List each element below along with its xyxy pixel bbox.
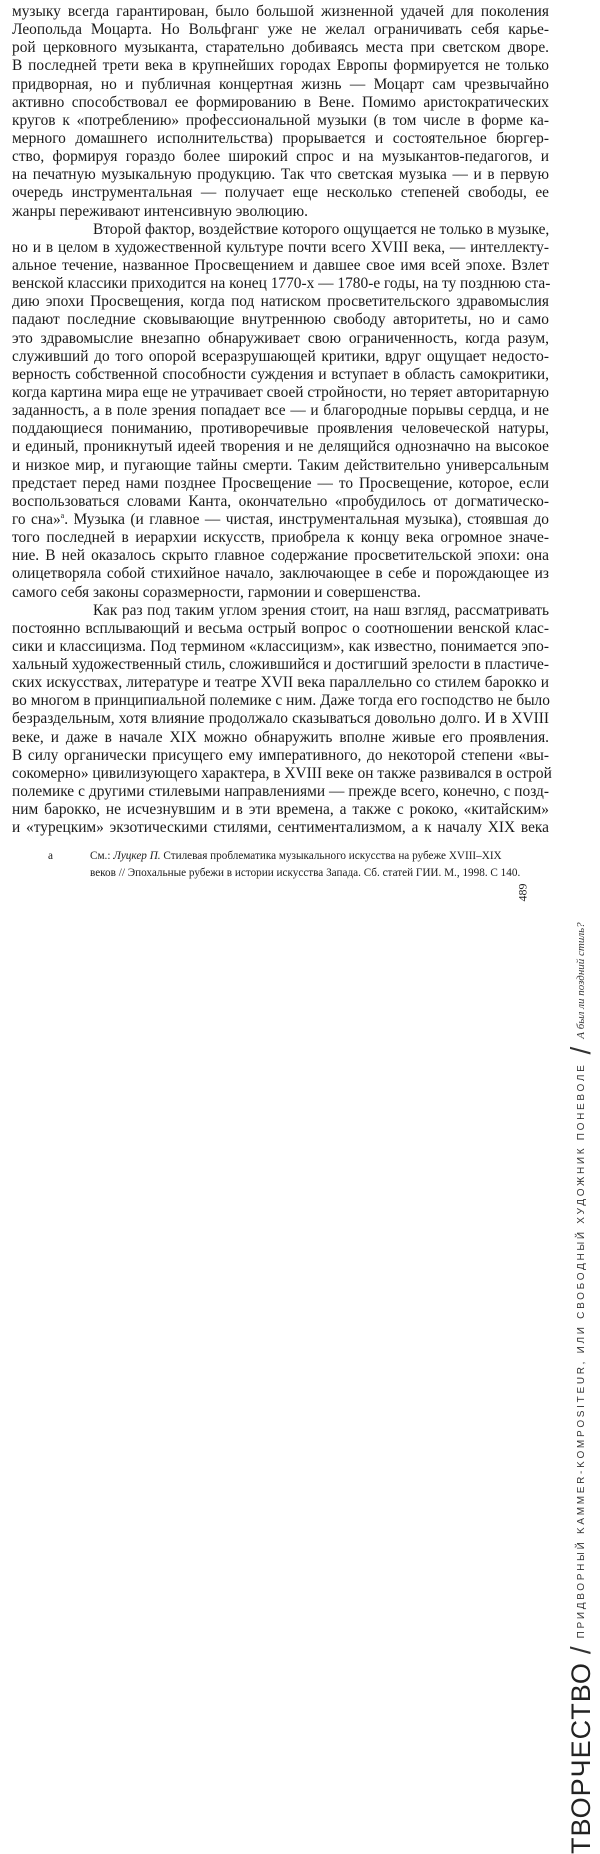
text-line <box>12 819 549 837</box>
text-line <box>12 602 549 620</box>
text-line-content: это здравомыслие внезапно обнаруживает свою ограниченность, когда разум, <box>12 329 549 347</box>
text-line-content: рой церковного музыканта, старательно добиваясь места при светском дворе. <box>12 39 549 57</box>
text-line-content: ских искусствах, литературе и театре XVII века параллельно со стилем барокко и <box>12 674 549 692</box>
text-line-content: самого себя законы соразмерности, гармонии и совершенства. <box>12 583 421 601</box>
text-line-content: и «турецким» экзотическими стилями, сентиментализмом, а к началу XIX века <box>12 819 549 837</box>
body-text <box>12 3 552 837</box>
text-line-content: ним барокко, не исчезнувшим и в эти времена, а также с рококо, «китайским» <box>12 801 549 819</box>
text-line-content: активно способствовал ее формированию в Вене. Помимо аристократических <box>12 93 549 111</box>
footnote-author: Луцкер П. <box>113 850 161 862</box>
text-line-content: заданность, а в поле зрения попадает все — и благородные порывы сердца, и не <box>12 402 549 420</box>
text-line-content: на печатную музыкальную продукцию. Так что светская музыка — и в первую <box>12 166 549 184</box>
text-line-content: альное течение, названное Просвещением и давшее свое имя всей эпохе. Взлет <box>12 256 549 274</box>
text-line-content: веке, и даже в начале XIX можно обнаружить вполне живые его проявления. <box>12 728 549 746</box>
text-line <box>12 656 549 674</box>
text-line <box>12 94 549 112</box>
text-line-content: служивший до того опорой всеразрушающей критики, вдруг ощущает недосто- <box>12 347 549 365</box>
text-line <box>12 21 549 39</box>
text-line <box>12 384 549 402</box>
text-line <box>12 311 549 329</box>
text-line <box>12 57 549 75</box>
text-line-content: кругов к «потреблению» профессиональной музыки (в том числе в форме ка- <box>12 111 549 129</box>
text-line-content: сокомерно» цивилизующего характера, в XVIII веке он также развивался в острой <box>12 764 552 782</box>
text-line-content: поддающиеся пониманию, противоречивые проявления человеческой натуры, <box>12 420 549 438</box>
text-line-content: го сна» <box>12 510 61 528</box>
text-line-content: хальный художественный стиль, сложившийся и достигший зрелости в пластиче- <box>12 656 549 674</box>
text-line <box>12 39 549 57</box>
text-line <box>12 529 549 547</box>
text-line <box>12 801 549 819</box>
text-line-content: ство, формируя гораздо более широкий спрос и на музыкантов-педагогов, и <box>12 148 549 166</box>
text-line <box>12 330 549 348</box>
running-head <box>563 10 599 1854</box>
text-line-content: дию эпохи Просвещения, когда под натиском просветительского здравомыслия <box>12 293 549 311</box>
text-line-content: придворная, но и публичная концертная жизнь — Моцарт сам чрезвычайно <box>12 75 549 93</box>
text-line-content: Как раз под таким углом зрения стоит, на наш взгляд, рассматривать <box>93 601 549 619</box>
text-line <box>12 366 549 384</box>
text-line <box>12 565 549 583</box>
footnote-line-2: веков // Эпохальные рубежи в истории искусства Запада. Сб. статей ГИИ. М., 1998. С 140. <box>90 867 521 879</box>
text-line-content: Леопольда Моцарта. Но Вольфганг уже не желал ограничивать себя карье- <box>12 21 549 39</box>
running-head-chapter: ПРИДВОРНЫЙ KAMMER-KOMPOSITEUR, ИЛИ СВОБОДНЫЙ ХУДОЖНИК ПОНЕВОЛЕ <box>575 1062 587 1639</box>
text-line <box>12 275 549 293</box>
text-line <box>12 620 549 638</box>
text-line <box>12 184 549 202</box>
text-line <box>12 130 549 148</box>
text-line-content: мерного домашнего исполнительства) прорывается и состоятельное бюргер- <box>12 129 549 147</box>
text-line <box>12 710 549 728</box>
footnote-title: Стилевая проблематика музыкального искусства на рубеже XVIII–XIX <box>160 850 502 862</box>
text-line <box>12 221 549 239</box>
text-line-content: Второй фактор, воздействие которого ощущается не только в музыке, <box>93 220 550 238</box>
text-line <box>12 584 549 602</box>
running-head-separator: / <box>565 1046 596 1055</box>
text-line-content: венской классики приходится на конец 1770-х — 1780-е годы, на ту позднюю ста- <box>12 275 551 293</box>
text-line-content: полемике с другими стилевыми направлениями — прежде всего, конечно, с позд- <box>12 783 549 801</box>
text-line <box>12 783 549 801</box>
text-line <box>12 3 549 21</box>
text-line-content: когда картина мира еще не утрачивает своей стройности, но теряет авторитарную <box>12 383 549 401</box>
text-line <box>12 148 549 166</box>
text-line-content: воспользоваться словами Канта, окончательно «пробудилось от догматическо- <box>12 492 549 510</box>
text-line <box>12 166 549 184</box>
text-line <box>12 457 549 475</box>
text-line <box>12 239 549 257</box>
text-line-content: во многом в принципиальной полемике с ним. Даже тогда его господство не было <box>12 692 550 710</box>
text-line-content: но и в целом в художественной культуре почти всего XVIII века, — интеллекту- <box>12 238 549 256</box>
text-line <box>12 293 549 311</box>
text-line-content: верность собственной способности суждения и вступает в область самокритики, <box>12 365 549 383</box>
footnote-marker: а <box>48 850 53 862</box>
text-line-content: В силу органически присущего ему императивного, до некоторой степени «вы- <box>12 746 549 764</box>
text-line-content: постоянно всплывающий и весьма острый вопрос о соотношении венской клас- <box>12 619 549 637</box>
text-line <box>12 475 549 493</box>
text-line <box>12 547 549 565</box>
text-line <box>12 402 549 420</box>
text-line <box>12 764 552 783</box>
text-line <box>12 747 549 765</box>
running-head-separator: / <box>565 1646 596 1655</box>
text-line-content: безраздельным, хотя влияние продолжало сказываться довольно долго. И в XVIII <box>12 710 549 728</box>
text-line <box>12 112 549 130</box>
text-line <box>12 257 549 275</box>
text-line-content: того последней в иерархии искусств, приобрела к концу века огромное значе- <box>12 529 549 547</box>
text-line <box>12 76 549 94</box>
text-line-content: предстает перед нами позднее Просвещение — то Просвещение, которое, если <box>12 474 549 492</box>
text-line-content: и низкое мир, и пугающие тайны смерти. Таким действительно универсальным <box>12 456 549 474</box>
text-line <box>12 493 549 511</box>
text-line <box>12 348 549 366</box>
text-line-content: сики и классицизма. Под термином «классицизм», как известно, понимается эпо- <box>12 637 549 655</box>
footnote-line-1 <box>90 848 530 865</box>
text-line <box>12 729 549 747</box>
text-line <box>12 420 549 438</box>
text-line <box>12 438 549 456</box>
running-head-section: ТВОРЧЕСТВО <box>565 1662 596 1854</box>
text-line-content: ние. В ней оказалось скрыто главное содержание просветительской эпохи: она <box>12 547 549 565</box>
footnote-reference[interactable]: а <box>60 510 65 520</box>
text-line <box>12 203 549 221</box>
text-line-content: очередь инструментальная — получает еще несколько степеней свободы, ее <box>12 184 549 202</box>
text-line-content: . Музыка (и главное — чистая, инструментальная музыка), стоявшая до <box>64 510 549 528</box>
text-line-content: падают последние сковывающие внутреннюю свободу авторитеты, но и само <box>12 311 549 329</box>
text-line <box>12 692 549 710</box>
running-head-subchapter: А был ли поздний стиль? <box>575 922 587 1039</box>
footnote <box>48 848 530 882</box>
text-line-content: В последней трети века в крупнейших городах Европы формируется не только <box>12 57 549 75</box>
text-line-content: и единый, проникнутый идеей творения и не делящийся однозначно на высокое <box>12 438 549 456</box>
text-line <box>12 674 549 692</box>
page-number: 489 <box>515 883 530 902</box>
text-line-content: музыку всегда гарантирован, было большой жизненной удачей для поколения <box>12 3 549 20</box>
text-line-content: олицетворяла собой стихийное начало, заключающее в себе и порождающее из <box>12 565 549 583</box>
text-line <box>12 638 549 656</box>
footnote-prefix: См.: <box>90 850 114 862</box>
text-line-content: жанры переживают интенсивную эволюцию. <box>12 202 308 220</box>
text-line <box>12 511 549 529</box>
